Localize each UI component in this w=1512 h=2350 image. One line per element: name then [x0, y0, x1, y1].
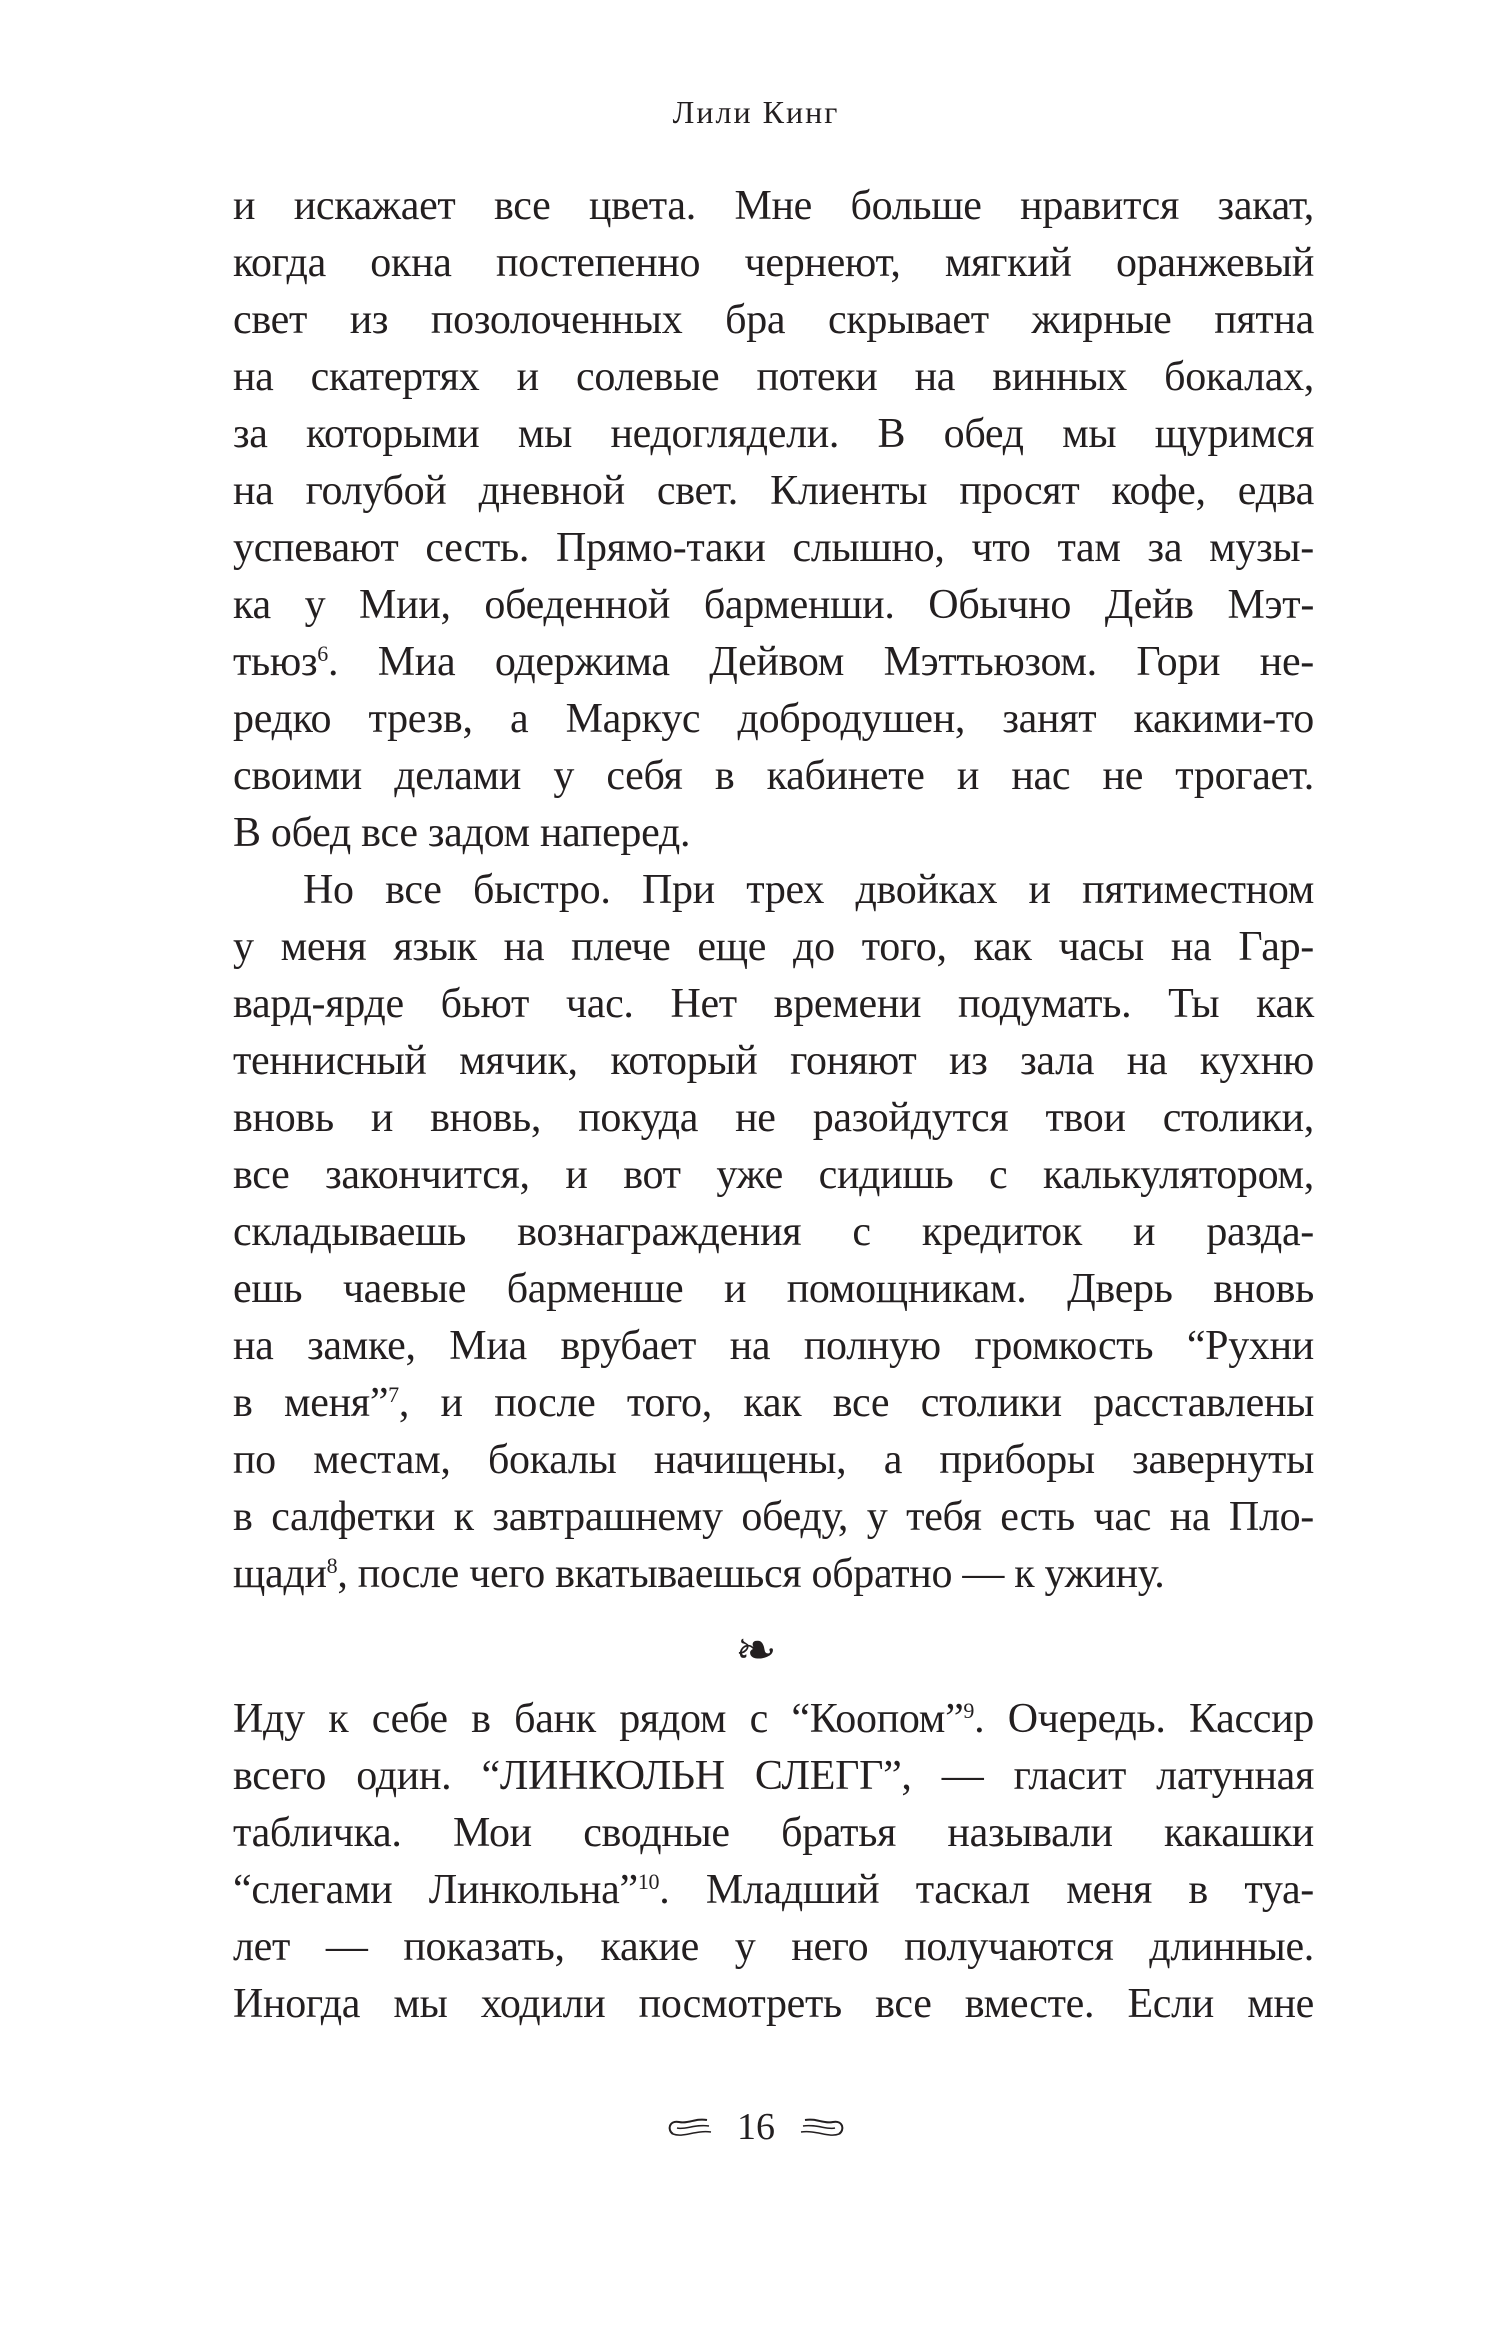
text-line [233, 349, 1314, 406]
text-line [233, 1862, 1314, 1919]
text-line [233, 634, 1314, 691]
page-footer [0, 2105, 1512, 2149]
text-segment: . Младший таскал меня в туа- [659, 1867, 1314, 1913]
text-segment: редко трезв, а Маркус добродушен, занят какими-то [233, 696, 1314, 742]
text-line [233, 1919, 1314, 1976]
text-line [233, 520, 1314, 577]
page-number: 16 [737, 2106, 775, 2148]
text-line [233, 1748, 1314, 1805]
text-segment: складываешь вознаграждения с кредиток и разда- [233, 1209, 1314, 1255]
footnote-marker: 10 [637, 1869, 660, 1894]
footnote-marker: 8 [326, 1553, 338, 1578]
paragraph [233, 1691, 1314, 2033]
text-segment: по местам, бокалы начищены, а приборы завернуты [233, 1437, 1314, 1483]
text-segment: “слегами Линкольна” [233, 1867, 638, 1913]
text-segment: в салфетки к завтрашнему обеду, у тебя есть час на Пло- [233, 1494, 1314, 1540]
text-line [233, 1204, 1314, 1261]
footnote-marker: 7 [388, 1382, 399, 1407]
text-segment: Иду к себе в банк рядом с “Коопом” [233, 1696, 964, 1742]
text-line [233, 1261, 1314, 1318]
text-segment: Иногда мы ходили посмотреть все вместе. Если мне [233, 1981, 1314, 2027]
text-segment: на скатертях и солевые потеки на винных бокалах, [233, 354, 1314, 400]
text-line [233, 292, 1314, 349]
text-line [233, 691, 1314, 748]
text-line [233, 1805, 1314, 1862]
text-line [233, 463, 1314, 520]
text-segment: своими делами у себя в кабинете и нас не трогает. [233, 753, 1314, 799]
fleuron-icon: ❧ [735, 1622, 777, 1678]
text-segment: теннисный мячик, который гоняют из зала на кухню [233, 1038, 1314, 1084]
text-line [233, 577, 1314, 634]
text-line [233, 1546, 1314, 1603]
footnote-marker: 9 [963, 1698, 975, 1723]
text-line [233, 1432, 1314, 1489]
text-segment: , и после того, как все столики расставлены [398, 1380, 1315, 1426]
text-line [233, 919, 1314, 976]
text-segment: всего один. “ЛИНКОЛЬН СЛЕГГ”, — гласит латунная [233, 1753, 1314, 1799]
text-line [233, 235, 1314, 292]
text-line [233, 1033, 1314, 1090]
text-segment: В обед все задом наперед. [233, 810, 691, 856]
text-line [233, 976, 1314, 1033]
text-segment: лет — показать, какие у него получаются длинные. [233, 1924, 1314, 1970]
text-segment: , после чего вкатываешься обратно — к ужину. [337, 1551, 1165, 1597]
text-segment: щади [233, 1551, 327, 1597]
text-segment: и искажает все цвета. Мне больше нравится закат, [233, 183, 1314, 229]
text-line [233, 805, 1314, 862]
text-line [233, 862, 1314, 919]
paragraph [233, 862, 1314, 1603]
text-line [233, 1375, 1314, 1432]
text-segment: . Очередь. Кассир [974, 1696, 1315, 1742]
running-header: Лили Кинг [672, 94, 840, 130]
text-segment: за которыми мы недоглядели. В обед мы щуримся [233, 411, 1314, 457]
swirl-left-icon [665, 2114, 715, 2140]
text-segment: ка у Мии, обеденной барменши. Обычно Дейв Мэт- [233, 582, 1314, 628]
text-line [233, 1318, 1314, 1375]
paragraph [233, 178, 1314, 862]
text-segment: вновь и вновь, покуда не разойдутся твои столики, [233, 1095, 1314, 1141]
text-segment: свет из позолоченных бра скрывает жирные пятна [233, 297, 1314, 343]
text-segment: у меня язык на плече еще до того, как часы на Гар- [233, 924, 1314, 970]
text-line [233, 1147, 1314, 1204]
text-line [233, 1489, 1314, 1546]
text-segment: в меня” [233, 1380, 389, 1426]
text-segment: Но все быстро. При трех двойках и пятиместном [303, 867, 1314, 913]
text-segment: тьюз [233, 639, 318, 685]
text-line [233, 178, 1314, 235]
text-line [233, 1691, 1314, 1748]
swirl-right-icon [797, 2114, 847, 2140]
text-line [233, 406, 1314, 463]
text-segment: когда окна постепенно чернеют, мягкий оранжевый [233, 240, 1314, 286]
text-segment: табличка. Мои сводные братья называли какашки [233, 1810, 1314, 1856]
text-segment: вард-ярде бьют час. Нет времени подумать. Ты как [233, 981, 1314, 1027]
text-line [233, 748, 1314, 805]
text-line [233, 1976, 1314, 2033]
text-segment: успевают сесть. Прямо-таки слышно, что там за музы- [233, 525, 1314, 571]
text-segment: . Миа одержима Дейвом Мэттьюзом. Гори не- [327, 639, 1314, 685]
text-segment: на замке, Миа врубает на полную громкость “Рухни [233, 1323, 1314, 1369]
footnote-marker: 6 [317, 641, 328, 666]
text-segment: все закончится, и вот уже сидишь с калькулятором, [233, 1152, 1314, 1198]
text-segment: ешь чаевые барменше и помощникам. Дверь вновь [233, 1266, 1314, 1312]
text-line [233, 1090, 1314, 1147]
text-segment: на голубой дневной свет. Клиенты просят кофе, едва [233, 468, 1314, 514]
